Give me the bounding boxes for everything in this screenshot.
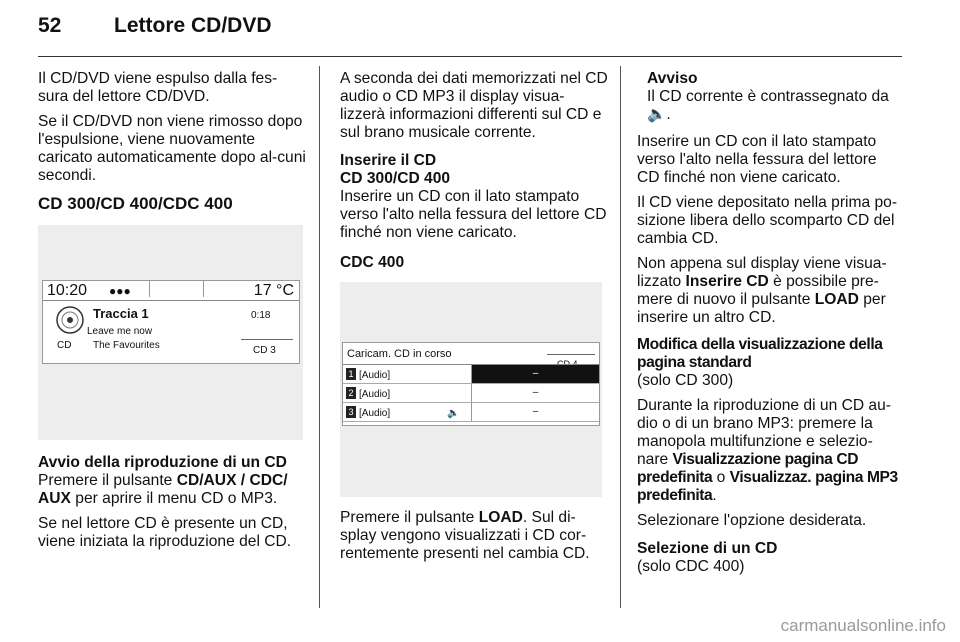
menu-option: Visualizzazione pagina CD predefinita	[637, 451, 859, 486]
cd-changer-figure	[340, 282, 602, 497]
text: Premere il pulsante	[340, 509, 479, 526]
subsection-heading: CDC 400	[340, 254, 405, 271]
paragraph: Il CD viene depositato nella prima po-sizione libera dello scomparto CD del cambia CD.	[637, 194, 898, 247]
subsection-heading: Selezione di un CD	[637, 540, 778, 557]
paragraph	[637, 255, 903, 327]
subsection-heading: Avvio della riproduzione di un CD	[38, 454, 287, 471]
slot-label: [Audio]	[359, 389, 391, 400]
slot-value: –	[532, 387, 539, 398]
slot-label: [Audio]	[359, 408, 391, 419]
source-label: CD	[57, 340, 72, 351]
page-number: 52	[38, 14, 62, 37]
section-heading: CD 300/CD 400/CDC 400	[38, 194, 233, 213]
button-name: LOAD	[814, 291, 859, 308]
cd-changer-screen	[342, 342, 600, 426]
text: per inserire un altro CD.	[637, 291, 886, 326]
button-name: CD/AUX / CDC/ AUX	[38, 472, 288, 507]
column-divider-2	[620, 66, 621, 608]
paragraph: Se nel lettore CD è presente un CD, viene iniziata la riproduzione del CD.	[38, 515, 292, 550]
paragraph: Inserire un CD con il lato stampato verso l'alto nella fessura del lettore CD finché non viene caricato.	[637, 133, 877, 186]
cd-indicator-icon: ●●●	[109, 284, 131, 298]
note-box	[637, 70, 903, 124]
paragraph: Se il CD/DVD non viene rimosso dopo l'espulsione, viene nuovamente caricato automaticamente dopo al-cuni secondi.	[38, 113, 306, 184]
paragraph: Il CD/DVD viene espulso dalla fes- sura del lettore CD/DVD.	[38, 70, 278, 105]
disc-icon	[55, 305, 85, 335]
temperature: 17 °C	[253, 282, 294, 299]
header-rule	[38, 56, 902, 57]
paragraph: A seconda dei dati memorizzati nel CD audio o CD MP3 il display visua-lizzerà informazioni differenti sul CD e sul brano musicale corrente.	[340, 70, 608, 141]
slot-label: [Audio]	[359, 370, 391, 381]
subsection-heading: CD 300/CD 400	[340, 170, 451, 187]
slot-row	[343, 365, 599, 384]
cd-display-figure	[38, 225, 303, 440]
slot-row	[343, 384, 599, 403]
speaker-icon: 🔈	[647, 106, 667, 123]
cd-display-screen	[42, 280, 300, 364]
button-name: LOAD	[478, 509, 523, 526]
paragraph: (solo CD 300)	[637, 372, 734, 389]
subsection-heading: Modifica della visualizzazione della pagina standard	[637, 336, 883, 371]
watermark: carmanualsonline.info	[780, 616, 946, 635]
clock: 10:20	[47, 282, 88, 299]
note-title: Avviso	[647, 70, 698, 87]
paragraph: Selezionare l'opzione desiderata.	[637, 512, 867, 529]
slot-number: 2	[346, 387, 356, 399]
text: è possibile pre-mere di nuovo il pulsante	[637, 273, 879, 308]
track-subtitle: Leave me now	[87, 326, 153, 337]
text: Premere il pulsante	[38, 472, 177, 489]
text: Non appena sul display viene visua-lizzato	[637, 255, 887, 290]
changer-title: Caricam. CD in corso	[347, 348, 452, 360]
text: per aprire il menu CD o MP3.	[70, 490, 278, 507]
paragraph	[637, 397, 903, 505]
text: Durante la riproduzione di un CD au-dio o di un brano MP3: premere la manopola multifunzione e selezio-nare	[637, 397, 891, 468]
slot-value: –	[472, 365, 599, 383]
text: . Sul di-splay vengono visualizzati i CD cor-rentemente presenti nel cambia CD.	[340, 509, 590, 562]
paragraph: Inserire un CD con il lato stampato verso l'alto nella fessura del lettore CD finché non viene caricato.	[340, 188, 607, 241]
text: o	[712, 469, 730, 486]
note-text: Il CD corrente è contrassegnato da 🔈.	[647, 88, 889, 123]
elapsed-time: 0:18	[251, 310, 271, 321]
column-3	[637, 70, 903, 583]
paragraph	[38, 472, 310, 508]
slot-row	[343, 403, 599, 422]
display-message: Inserire CD	[685, 273, 769, 290]
paragraph: (solo CDC 400)	[637, 558, 745, 575]
album-name: The Favourites	[93, 340, 160, 351]
text: Il CD corrente è contrassegnato da	[647, 88, 889, 105]
column-2	[340, 70, 608, 570]
page-title: Lettore CD/DVD	[114, 14, 272, 37]
page-header	[38, 14, 902, 54]
track-name: Traccia 1	[93, 306, 149, 321]
speaker-icon: 🔈	[447, 408, 460, 419]
slot-number: 1	[346, 368, 356, 380]
column-1	[38, 70, 310, 558]
menu-option: Visualizzaz. pagina MP3 predefinita	[637, 469, 898, 504]
slot-value: –	[532, 406, 539, 417]
text: .	[712, 487, 717, 504]
column-divider-1	[319, 66, 320, 608]
subsection-heading: Inserire il CD	[340, 152, 437, 169]
disc-label: CD 3	[253, 345, 276, 356]
slot-number: 3	[346, 406, 356, 418]
paragraph	[340, 509, 608, 563]
